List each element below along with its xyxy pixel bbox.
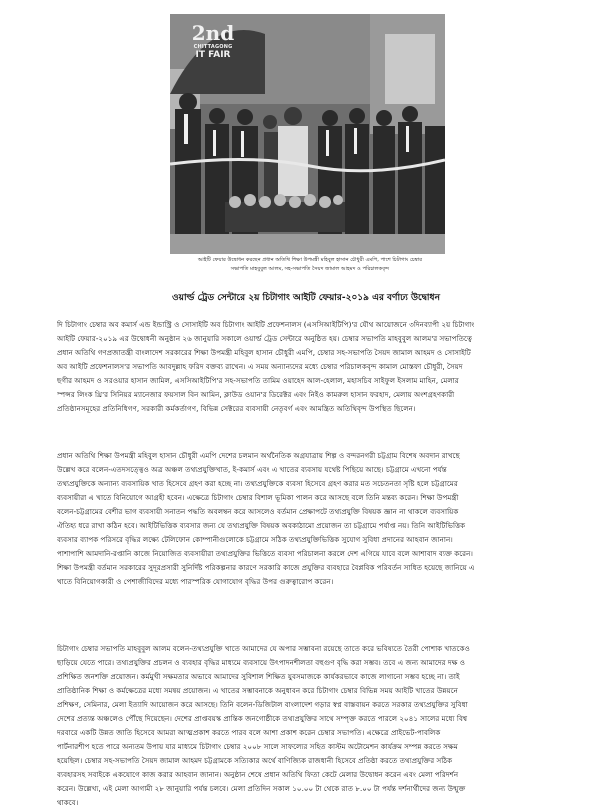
paragraph-line: থাকবে।: [57, 798, 79, 807]
paragraph-line: অব আইটি প্রফেশনালস'র সভাপতি আবদুল্লাহ ফরিদ বক্তব্য রাখেন। এ সময় অন্যান্যদের মধ্যে চেম্বার পরিচালকবৃন্দ কামাল মোস্তফা চৌধুরী, সৈয়দ: [57, 362, 463, 371]
paragraph-line: বলেন-চট্টগ্রামের বেশীর ভাগ ব্যবসায়ী সনাতন পদ্ধতি অবলম্বন করে আসলেও বর্তমান প্রেক্ষাপটে তথ্যপ্রযুক্তি বিষয়ক জ্ঞান না থাকলে ব্যবসায়িক: [57, 507, 459, 516]
paragraph-line: ছাড়িয়ে যেতে পারে। তথ্যপ্রযুক্তির প্রচলন ও ব্যবহার বৃদ্ধির মাধ্যমে ব্যবসায়ে উৎপাদনশীলতা বহুগুণ বৃদ্ধি করা সম্ভব। তবে এ জন্য আমাদের দক্ষ ও: [57, 658, 466, 667]
logo-title: IT FAIR: [195, 50, 231, 60]
it-fair-logo: [178, 22, 248, 60]
paragraph-line: হয়েছিল। চেম্বার সহ-সভাপতি সৈয়দ জামাল আহমদ চট্টগ্রামকে সত্যিকার অর্থে বাণিজ্যিক রাজধানী হিসেবে প্রতিষ্ঠা করতে তথ্যপ্রযুক্তির সঠিক: [57, 756, 453, 765]
paragraph-line: প্রতিষ্ঠানসমূহের প্রতিনিধিগণ, সরকারী কর্মকর্তাগণ, বিভিন্ন সেক্টরের ব্যবসায়ী নেতৃবর্গ এবং আমন্ত্রিত অতিথিবৃন্দ উপস্থিত ছিলেন।: [57, 404, 416, 413]
logo-subtitle: CHITTAGONG: [193, 44, 233, 50]
paragraph-line: আইটি ফেয়ার-২০১৯ এর উদ্বোধনী অনুষ্ঠান ২৬ জানুয়ারি সকালে ওয়ার্ল্ড ট্রেড সেন্টারে অনুষ্ঠিত হয়। চেম্বার সভাপতি মাহবুবুল আলম'র সভাপতিত্বে: [57, 334, 472, 343]
paragraph-line: দি চিটাগাং চেম্বার অব কমার্স এন্ড ইন্ডাস্ট্রি ও সোসাইটি অব চিটাগাং আইটি প্রফেশনালস (এসসিআইটিপি)'র যৌথ আয়োজনে ৩দিনব্যাপী ২য় চিটাগাং: [57, 320, 475, 329]
paragraph-line: প্রাতিষ্ঠানিক শিক্ষা ও কর্মক্ষেত্রের মধ্যে সমন্বয় প্রয়োজন। এ খাতের সম্ভাবনাকে অনুধাবন করে চিটাগাং চেম্বার বিভিন্ন সময় আইটি খাতের উন্নয়নে: [57, 686, 458, 695]
photo-caption-line-2: সভাপতি মাহবুবুল আলম, সহ-সভাপতি সৈয়দ জামাল আহমদ ও পরিচালকবৃন্দ: [230, 266, 390, 272]
paragraph-line: দেশের প্রত্যন্ত অঞ্চলেও পৌঁছে দিয়েছেন। দেশের প্রাপ্তবয়স্ক প্রান্তিক জনগোষ্ঠীকে তথ্যপ্রযুক্তির সাথে সম্পৃক্ত করতে পারলে ২০৪১ সালের মধ্যে বিশ্ব: [57, 714, 468, 723]
paragraph-line: পাশাপাশি আমদানি-রপ্তানি কাজে নিয়োজিত ব্যবসায়ীরা তথ্যপ্রযুক্তির ভিত্তিতে ব্যবসা পরিচালনা করলে দেশ এগিয়ে যাবে বলে আশাবাদ ব্যক্ত করেন।: [57, 549, 473, 558]
event-photo: [170, 14, 445, 254]
paragraph-line: ব্যবসায়ীরা এ খাতে বিনিয়োগে আগ্রহী হবেন। এক্ষেত্রে চিটাগাং চেম্বার বিশাল ভূমিকা পালন করে আসছে বলে তিনি মন্তব্য করেন। শিক্ষা উপমন্ত্রী: [57, 493, 459, 502]
paragraph-line: পার্টনারশীপ হতে পারে অন্যতম উপায় যার মাধ্যমে চিটাগাং চেম্বার ২০০৮ সালে সাফল্যের সহিত কাস্টম অটোমেশন কার্যক্রম সম্পন্ন করতে সক্ষম: [57, 742, 458, 751]
paragraph-line: উল্লেখ করে বলেন-এতদসত্ত্বেও অত্র অঞ্চল তথ্যপ্রযুক্তিখাত, ই-কমার্স এবং এ খাতের ব্যবসায় যথেষ্ট পিছিয়ে আছে। চট্টগ্রামে এখনো পর্যন্ত: [57, 465, 447, 474]
paragraph-line: তথ্যপ্রযুক্তিকে অন্যান্য ব্যবসায়িক খাত হিসেবে গ্রহণ করা হচ্ছে না। তথ্যপ্রযুক্তিকে ব্যবসা হিসেবে গ্রহণ করার মত সচেতনতা সৃষ্টি হলে চট্টগ্রামের: [57, 479, 458, 488]
paragraph-line: প্রশিক্ষণ, সেমিনার, মেলা ইত্যাদি আয়োজন করে আসছে। তিনি বলেন-ডিজিটাল বাংলাদেশ গড়ার স্বপ্ন বাস্তবায়ন করতে সরকার তথ্যপ্রযুক্তির সুবিধা: [57, 700, 468, 709]
paragraph-2: [57, 449, 560, 589]
paragraph-line: স্পন্সর লিংক থ্রি'র সিনিয়র ম্যানেজার ফয়সাল বিন আমিন, ক্লাউড ওয়ান'র ডিরেক্টর এবং নিইও কামরুল হাসান ফরহাদ, মেলায় অংশগ্রহণকারী: [57, 390, 455, 399]
paragraph-line: শিক্ষা উপমন্ত্রী বর্তমান সরকারের সুদূরপ্রসারী সুনির্দিষ্ট পরিকল্পনার কারণে সরকারি কাজে প্রযুক্তির ব্যবহারে বৈপ্লবিক পরিবর্তন সাধিত হয়েছে জানিয়ে এ: [57, 563, 475, 572]
photo-caption-line-1: আইটি ফেয়ার উদ্বোধন করছেন প্রধান অতিথি শিক্ষা উপমন্ত্রী মহিবুল হাসান চৌধুরী এমপি, পাশে চিটাগাং চেম্বার: [197, 257, 423, 263]
paragraph-line: ঐতিহ্য ধরে রাখা কঠিন হবে। আইটিভিত্তিক ব্যবসার জন্য যে তথ্যপ্রযুক্তি বিষয়ক অবকাঠামো প্রয়োজন তা চট্টগ্রামে পর্যাপ্ত নয়। তিনি আইটিভিত্তিক: [57, 521, 466, 530]
paragraph-line: প্রধান অতিথি শিক্ষা উপমন্ত্রী মহিবুল হাসান চৌধুরী এমপি দেশের চলমান অর্থনৈতিক অগ্রযাত্রায় শিল্প ও বন্দরনগরী চট্টগ্রাম বিশেষ অবদান রাখছে: [57, 451, 460, 460]
paragraph-line: প্রধান অতিথি গণপ্রজাতন্ত্রী বাংলাদেশ সরকারের শিক্ষা উপমন্ত্রী মহিবুল হাসান চৌধুরী এমপি, চেম্বার সহ-সভাপতি সৈয়দ জামাল আহমদ ও সোসাইটি: [57, 348, 471, 357]
paragraph-line: খাতে বিনিয়োগকারী ও পেশাজীবিদের মধ্যে পারস্পরিক যোগাযোগ বৃদ্ধির উপর গুরুত্বারোপ করেন।: [57, 577, 334, 586]
paragraph-line: ছগীর আহমদ ও সরওয়ার হাসান জামিল, এসসিআইটিপি'র সহ-সভাপতি তামিম ওয়াহেদ আল-হেলাল, মহাসচিব সাইফুল ইসলাম মাহিন, মেলার: [57, 376, 459, 385]
paragraph-line: ব্যবসার ব্যাপক পরিসরে বৃদ্ধির লক্ষ্যে টেলিফোন কোম্পানীগুলোকে চট্টগ্রামে সঠিক তথ্যপ্রযুক্তিভিত্তিক সুযোগ সুবিধা প্রদানের আহবান জানান।: [57, 535, 453, 544]
paragraph-1: [57, 318, 560, 416]
paragraph-line: করেন। উল্লেখ্য, এই মেলা আগামী ২৮ জানুয়ারি পর্যন্ত চলবে। মেলা প্রতিদিন সকাল ১০.০০ টা থেকে রাত ৮.০০ টা পর্যন্ত দর্শনার্থীদের জন্য উন্মুক্ত: [57, 784, 466, 793]
paragraph-line: চিটাগাং চেম্বার সভাপতি মাহবুবুল আলম বলেন-তথ্যপ্রযুক্তি খাতে আমাদের যে অপার সম্ভাবনা রয়েছে তাতে করে ভবিষ্যতে তৈরী পোশাক খাতকেও: [57, 644, 470, 653]
logo-number: 2nd: [191, 21, 235, 45]
article-headline: ওয়ার্ল্ড ট্রেড সেন্টারে ২য় চিটাগাং আইটি ফেয়ার-২০১৯ এর বর্ণাঢ্য উদ্বোধন: [172, 293, 440, 303]
paragraph-line: প্রশিক্ষিত জনশক্তি প্রয়োজন। কর্মমুখী সক্ষমতার অভাবে আমাদের সুবিশাল শিক্ষিত যুবসমাজকে কার্যকরভাবে কাজে লাগানো সম্ভব হচ্ছে না। তাই: [57, 672, 460, 681]
paragraph-line: ব্যবহারসহ সবাইকে একযোগে কাজ করার আহবান জানান। অনুষ্ঠান শেষে প্রধান অতিথি ফিতা কেটে মেলার উদ্বোধন করেন এবং মেলা পরিদর্শন: [57, 770, 459, 779]
paragraph-3: [57, 642, 560, 810]
paragraph-line: দরবারে একটি উন্নত জাতি হিসেবে আমরা আত্মপ্রকাশ করতে পারব বলে আশা প্রকাশ করেন চেম্বার সভাপতি। এক্ষেত্রে প্রাইভেট-পাবলিক: [57, 728, 441, 737]
